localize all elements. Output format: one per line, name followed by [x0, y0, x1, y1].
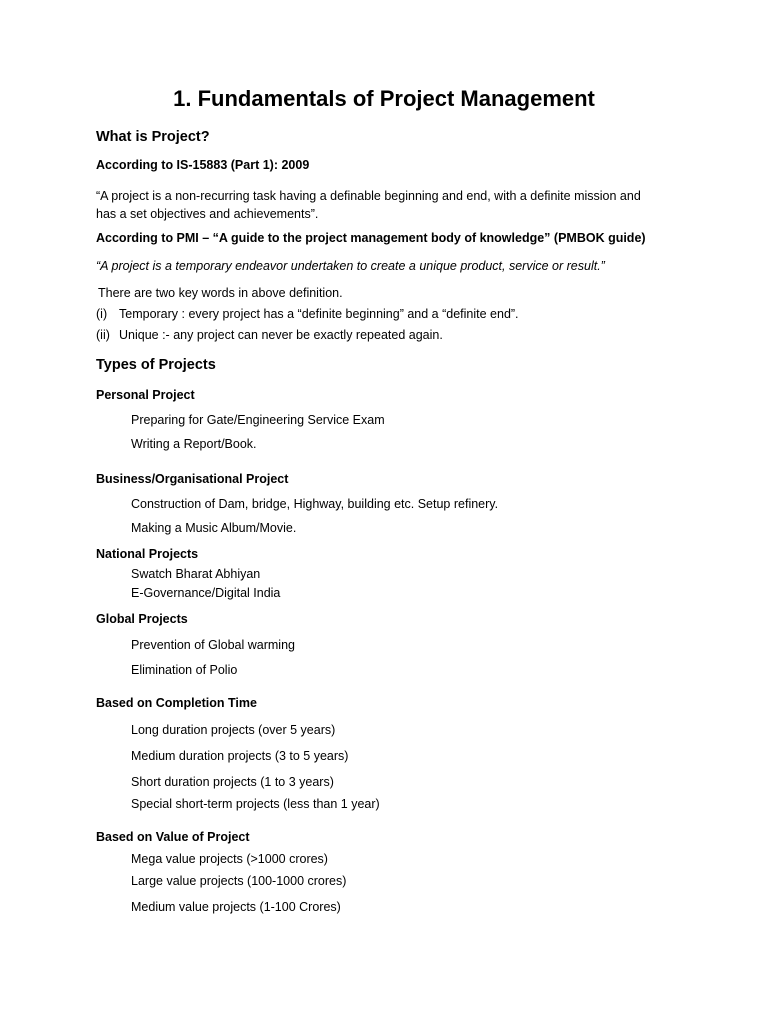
key-word-marker: (ii) — [96, 328, 110, 342]
section-heading-types-of-projects: Types of Projects — [96, 357, 216, 373]
section-heading-what-is-project: What is Project? — [96, 129, 210, 145]
key-word-marker: (i) — [96, 307, 108, 321]
personal-project-heading: Personal Project — [96, 388, 195, 402]
national-projects-heading: National Projects — [96, 547, 199, 561]
list-item: Preparing for Gate/Engineering Service Exam — [131, 413, 385, 427]
list-item: Special short-term projects (less than 1 year) — [131, 797, 380, 811]
is-reference-heading: According to IS-15883 (Part 1): 2009 — [96, 158, 310, 172]
list-item: Elimination of Polio — [131, 663, 238, 677]
page-title: 1. Fundamentals of Project Management — [173, 86, 595, 111]
list-item: Medium value projects (1-100 Crores) — [131, 900, 341, 914]
key-word-text: Temporary : every project has a “definite beginning” and a “definite end”. — [119, 307, 519, 321]
global-projects-heading: Global Projects — [96, 612, 188, 626]
pmi-definition: “A project is a temporary endeavor undertaken to create a unique product, service or result.” — [96, 259, 605, 273]
list-item: Short duration projects (1 to 3 years) — [131, 775, 334, 789]
list-item: Mega value projects (>1000 crores) — [131, 852, 328, 866]
list-item: Large value projects (100-1000 crores) — [131, 874, 347, 888]
list-item: Making a Music Album/Movie. — [131, 521, 297, 535]
key-words-intro: There are two key words in above definition. — [98, 286, 343, 300]
is-definition-line-2: has a set objectives and achievements”. — [96, 207, 319, 221]
business-project-heading: Business/Organisational Project — [96, 472, 289, 486]
key-word-text: Unique :- any project can never be exactly repeated again. — [119, 328, 443, 342]
list-item: Writing a Report/Book. — [131, 437, 257, 451]
key-word-item — [96, 307, 519, 321]
list-item: Medium duration projects (3 to 5 years) — [131, 749, 349, 763]
completion-time-heading: Based on Completion Time — [96, 696, 257, 710]
value-of-project-heading: Based on Value of Project — [96, 830, 250, 844]
list-item: Swatch Bharat Abhiyan — [131, 567, 261, 581]
list-item: E-Governance/Digital India — [131, 586, 281, 600]
list-item: Prevention of Global warming — [131, 638, 295, 652]
list-item: Long duration projects (over 5 years) — [131, 723, 336, 737]
is-definition-line-1: “A project is a non-recurring task having a definable beginning and end, with a definite mission and — [96, 189, 641, 203]
pmi-reference-heading: According to PMI – “A guide to the project management body of knowledge” (PMBOK guide) — [96, 231, 646, 245]
list-item: Construction of Dam, bridge, Highway, building etc. Setup refinery. — [131, 497, 499, 511]
key-word-item — [96, 328, 443, 342]
